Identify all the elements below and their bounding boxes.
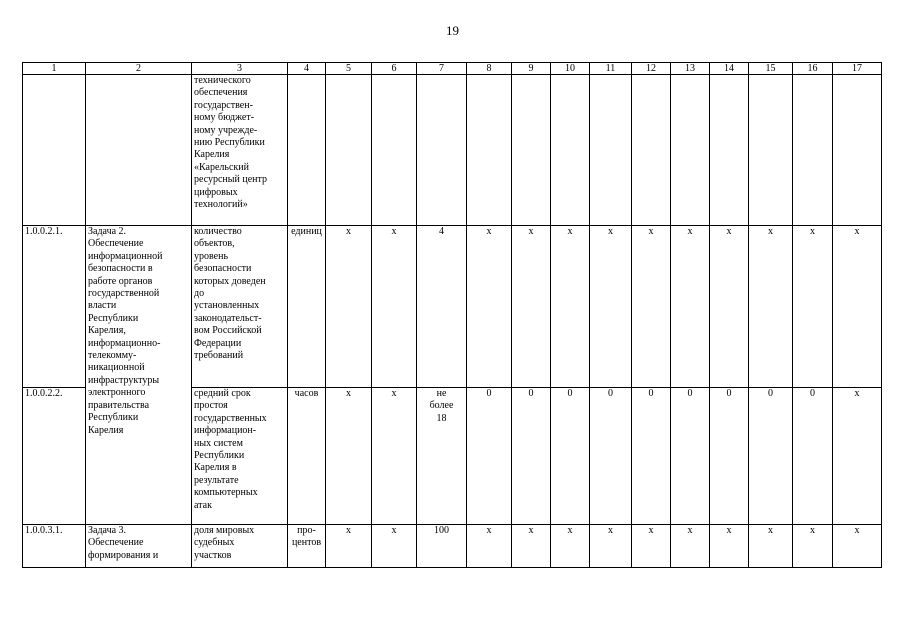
cell [467,75,512,226]
indicator-cell: доля мировых судебных участков [192,525,288,568]
cell [551,75,590,226]
table-row [23,525,882,568]
col-header: 12 [632,63,671,75]
value-cell: x [326,388,372,525]
value-cell: x [793,226,833,388]
value-cell: x [512,525,551,568]
value-cell: 0 [590,388,632,525]
indicator-cell: средний срок простоя государственных информацион- ных систем Республики Карелия в результате компьютерных атак [192,388,288,525]
value-cell: x [512,226,551,388]
value-cell: x [793,525,833,568]
value-cell: 0 [710,388,749,525]
unit-cell: единиц [288,226,326,388]
value-cell: x [590,226,632,388]
value-cell: x [590,525,632,568]
cell [749,75,793,226]
value-cell: 0 [467,388,512,525]
row-code: 1.0.0.2.1. [23,226,86,388]
value-cell: x [551,226,590,388]
unit-cell: про- центов [288,525,326,568]
col-header: 13 [671,63,710,75]
column-number-row [23,63,882,75]
table-row [23,226,882,388]
cell [590,75,632,226]
col-header: 8 [467,63,512,75]
cell [512,75,551,226]
value-cell: x [632,226,671,388]
cell [833,75,882,226]
cell [86,75,192,226]
value-cell: x [632,525,671,568]
value-cell: 0 [749,388,793,525]
col-header: 14 [710,63,749,75]
col-header: 6 [372,63,417,75]
cell [793,75,833,226]
value-cell: x [372,388,417,525]
table-row-continued [23,75,882,226]
value-cell: x [749,525,793,568]
value-cell: x [326,525,372,568]
col-header: 3 [192,63,288,75]
col-header: 5 [326,63,372,75]
value-cell: x [671,226,710,388]
col-header: 1 [23,63,86,75]
col-header: 7 [417,63,467,75]
col-header: 11 [590,63,632,75]
value-cell: x [833,226,882,388]
value-cell: x [671,525,710,568]
cell [326,75,372,226]
value-cell: x [326,226,372,388]
value-cell: x [467,525,512,568]
col-header: 2 [86,63,192,75]
col-header: 10 [551,63,590,75]
value-cell: 100 [417,525,467,568]
value-cell: 4 [417,226,467,388]
col-header: 15 [749,63,793,75]
value-cell: 0 [632,388,671,525]
row-code: 1.0.0.2.2. [23,388,86,525]
cell [417,75,467,226]
row-code: 1.0.0.3.1. [23,525,86,568]
value-cell: 0 [793,388,833,525]
indicator-cell: технического обеспечения государствен- ному бюджет- ному учрежде- нию Республики Карелия «Карельский ресурсный центр цифровых технологий» [192,75,288,226]
value-cell: 0 [512,388,551,525]
task-description: Задача 2. Обеспечение информационной безопасности в работе органов государственной власти Республики Карелия, информационно- телекомму- никационной инфраструктуры электронного правительства Республики Карелия [86,226,192,525]
cell [288,75,326,226]
value-cell: 0 [551,388,590,525]
value-cell: x [551,525,590,568]
page-number: 19 [446,23,459,38]
cell [671,75,710,226]
value-cell: 0 [671,388,710,525]
value-cell: x [372,226,417,388]
value-cell: x [749,226,793,388]
value-cell: x [833,525,882,568]
col-header: 9 [512,63,551,75]
indicator-cell: количество объектов, уровень безопасности которых доведен до установленных законодательст- вом Российской Федерации требований [192,226,288,388]
cell [372,75,417,226]
value-cell: x [710,525,749,568]
unit-cell: часов [288,388,326,525]
col-header: 4 [288,63,326,75]
cell [632,75,671,226]
value-cell: x [710,226,749,388]
cell [710,75,749,226]
value-cell: x [372,525,417,568]
col-header: 17 [833,63,882,75]
col-header: 16 [793,63,833,75]
task-description: Задача 3. Обеспечение формирования и [86,525,192,568]
data-table [22,62,882,568]
value-cell: x [467,226,512,388]
value-cell: не более 18 [417,388,467,525]
cell [23,75,86,226]
value-cell: x [833,388,882,525]
